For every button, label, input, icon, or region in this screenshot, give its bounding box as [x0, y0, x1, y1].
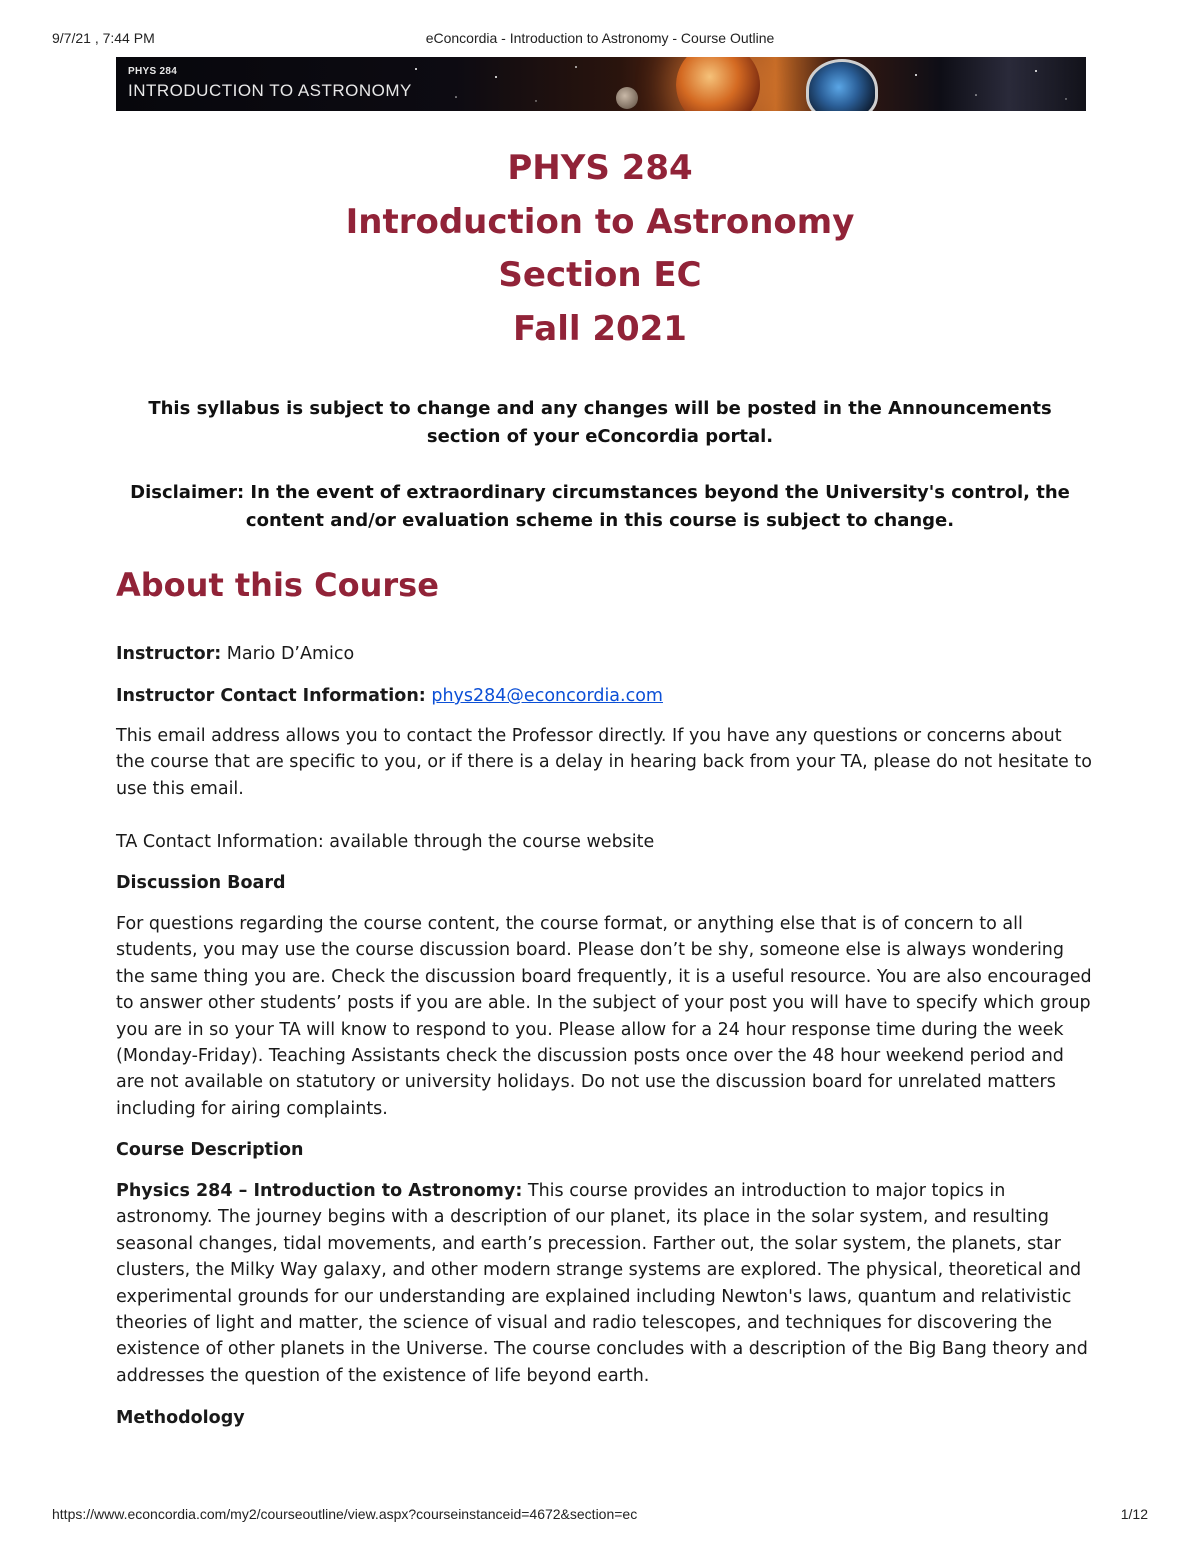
instructor-name: Mario D’Amico [221, 644, 355, 664]
planet-image [676, 57, 760, 111]
discussion-board-heading-text: Discussion Board [116, 873, 286, 893]
banner-course-name: INTRODUCTION TO ASTRONOMY [128, 81, 412, 100]
course-description-heading-text: Course Description [116, 1140, 304, 1160]
instructor-email-link[interactable]: phys284@econcordia.com [431, 686, 663, 706]
moon-image [616, 87, 638, 109]
print-url: https://www.econcordia.com/my2/courseoutline/view.aspx?courseinstanceid=4672&section=ec [52, 1506, 638, 1522]
course-description-heading [116, 1137, 1092, 1163]
course-section-title: Section EC [498, 255, 702, 295]
instructor-contact-label: Instructor Contact Information: [116, 686, 426, 706]
course-code-title: PHYS 284 [507, 148, 693, 188]
course-description-paragraph [116, 1178, 1092, 1389]
course-description-label: Physics 284 – Introduction to Astronomy: [116, 1181, 523, 1201]
print-datetime: 9/7/21 , 7:44 PM [52, 30, 155, 46]
methodology-heading-text: Methodology [116, 1408, 245, 1428]
instructor-line [116, 641, 1092, 667]
discussion-board-paragraph: For questions regarding the course content, the course format, or anything else that is of concern to all students, you may use the course discussion board. Please don’t be shy, someone else is always wondering the same thing you are. Check the discussion board frequently, it is a useful resource. You are also encouraged to answer other students’ posts if you are able. In the subject of your post you will have to specify which group you are in so your TA will know to respond to you. Please allow for a 24 hour response time during the week (Monday-Friday). Teaching Assistants check the discussion posts once over the 48 hour weekend period and are not available on statutory or university holidays. Do not use the discussion board for unrelated matters including for airing complaints. [116, 914, 1092, 1119]
instructor-label: Instructor: [116, 644, 222, 664]
print-page-title: eConcordia - Introduction to Astronomy - Course Outline [425, 30, 775, 46]
disclaimer-notice: Disclaimer: In the event of extraordinary circumstances beyond the University's control, the content and/or evaluation scheme in this course is subject to change. [130, 482, 1070, 531]
ta-contact-paragraph: TA Contact Information: available through the course website [116, 832, 655, 852]
instructor-contact-line [116, 683, 1092, 709]
course-name-title: Introduction to Astronomy [345, 201, 855, 242]
course-description-text: This course provides an introduction to major topics in astronomy. The journey begins with a description of our planet, its place in the solar system, and resulting seasonal changes, tidal movements, and earth’s precession. Farther out, the solar system, the planets, star clusters, the Milky Way galaxy, and other modern strange systems are explored. The physical, theoretical and experimental grounds for our understanding are explained including Newton's laws, quantum and relativistic theories of light and matter, the science of visual and radio telescopes, and techniques for discovering the existence of other planets in the Universe. The course concludes with a description of the Big Bang theory and addresses the question of the existence of life beyond earth. [116, 1181, 1088, 1386]
about-course-heading: About this Course [116, 566, 439, 604]
course-title-block [0, 142, 1200, 356]
methodology-heading [116, 1405, 1092, 1431]
course-term-title: Fall 2021 [513, 308, 687, 349]
email-note-paragraph: This email address allows you to contact the Professor directly. If you have any questions or concerns about the course that are specific to you, or if there is a delay in hearing back from your TA, please do not hesitate to use this email. [116, 726, 1092, 799]
banner-course-code: PHYS 284 [128, 66, 178, 77]
syllabus-notice: This syllabus is subject to change and any changes will be posted in the Announcements section of your eConcordia portal. [148, 398, 1052, 447]
discussion-board-heading [116, 870, 1092, 896]
page-number: 1/12 [1120, 1506, 1148, 1522]
course-banner [116, 57, 1086, 111]
